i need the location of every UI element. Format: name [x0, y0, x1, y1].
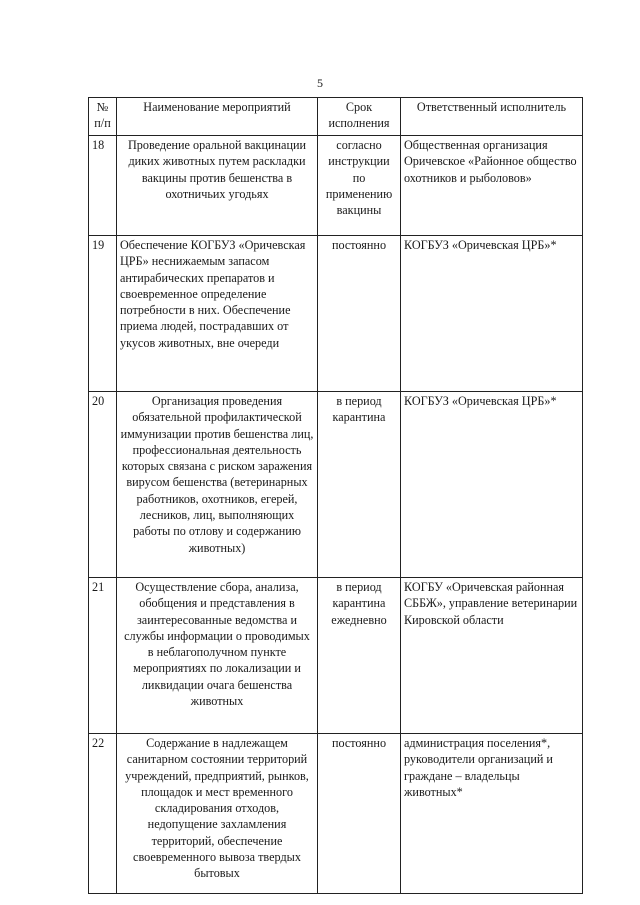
table-row	[89, 734, 583, 894]
row-responsible: администрация поселения*, руководители организаций и граждане – владельцы животных*	[401, 734, 583, 894]
table-row	[89, 578, 583, 734]
row-name: Обеспечение КОГБУЗ «Оричевская ЦРБ» неснижаемым запасом антирабических препаратов и своевременное определение потребности в них. Обеспечение приема людей, пострадавших от укусов животных, вне очереди	[117, 236, 318, 392]
row-term: постоянно	[318, 236, 401, 392]
row-num: 22	[89, 734, 117, 894]
table-row	[89, 236, 583, 392]
header-term: Срок исполнения	[318, 98, 401, 136]
row-responsible: КОГБУЗ «Оричевская ЦРБ»*	[401, 236, 583, 392]
header-num: № п/п	[89, 98, 117, 136]
table-header-row	[89, 98, 583, 136]
row-responsible: Общественная организация Оричевское «Районное общество охотников и рыболовов»	[401, 136, 583, 236]
page-number: 5	[317, 76, 323, 90]
table-row	[89, 136, 583, 236]
table-row	[89, 392, 583, 578]
row-name: Осуществление сбора, анализа, обобщения и представления в заинтересованные ведомства и службы информации о проводимых в неблагополучном пункте мероприятиях по локализации и ликвидации очага бешенства животных	[117, 578, 318, 734]
row-term: постоянно	[318, 734, 401, 894]
header-responsible: Ответственный исполнитель	[401, 98, 583, 136]
measures-table	[88, 97, 583, 894]
row-name: Содержание в надлежащем санитарном состоянии территорий учреждений, предприятий, рынков, площадок и мест временного складирования отходов, недопущение захламления территорий, обеспечение своевременного вывоза твердых бытовых	[117, 734, 318, 894]
row-num: 21	[89, 578, 117, 734]
row-term: в период карантина ежедневно	[318, 578, 401, 734]
row-term: согласно инструкции по применению вакцины	[318, 136, 401, 236]
row-responsible: КОГБУЗ «Оричевская ЦРБ»*	[401, 392, 583, 578]
row-num: 20	[89, 392, 117, 578]
row-name: Организация проведения обязательной профилактической иммунизации против бешенства лиц, профессиональная деятельность которых связана с риском заражения вирусом бешенства (ветеринарных работников, охотников, егерей, лесников, лиц, выполняющих работы по отлову и содержанию животных)	[117, 392, 318, 578]
row-term: в период карантина	[318, 392, 401, 578]
row-responsible: КОГБУ «Оричевская районная СББЖ», управление ветеринарии Кировской области	[401, 578, 583, 734]
header-name: Наименование мероприятий	[117, 98, 318, 136]
row-name: Проведение оральной вакцинации диких животных путем раскладки вакцины против бешенства в охотничьих угодьях	[117, 136, 318, 236]
row-num: 19	[89, 236, 117, 392]
row-num: 18	[89, 136, 117, 236]
